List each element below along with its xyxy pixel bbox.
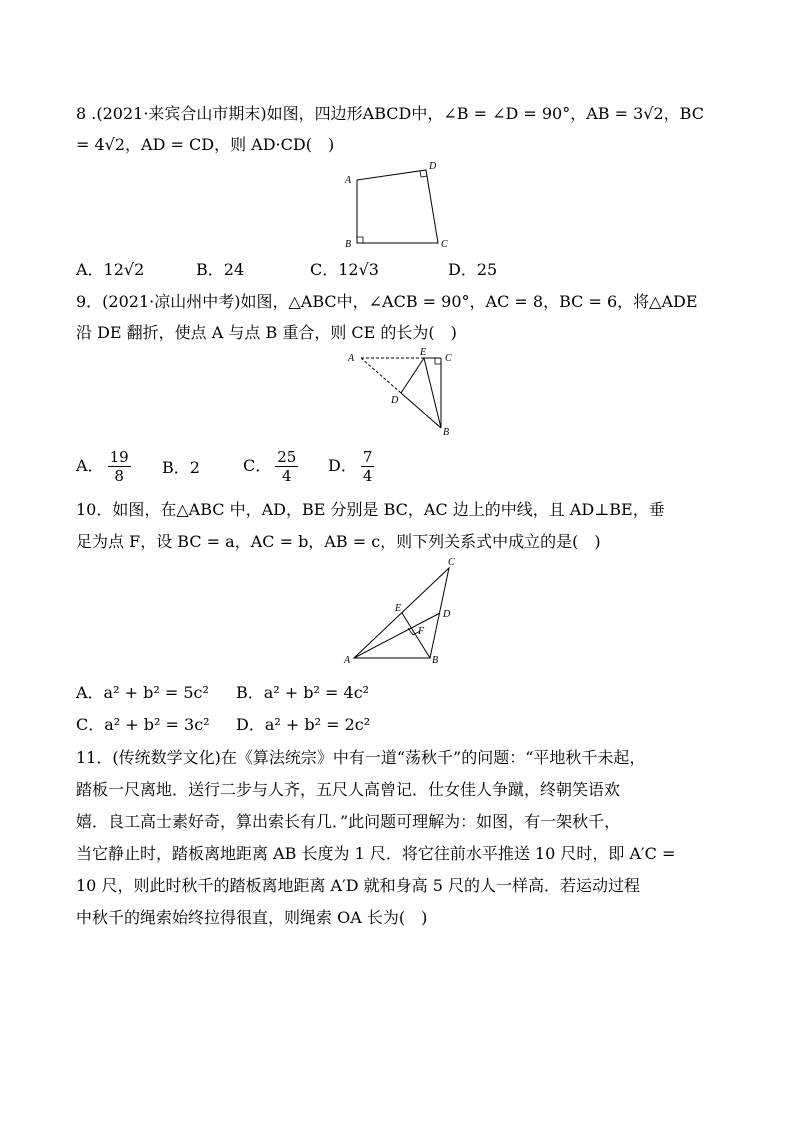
q11-line3: 嬉．良工高士素好奇，算出索长有几．”此问题可理解为：如图，有一架秋千， [76, 812, 621, 831]
q8-label-c: C [441, 239, 448, 250]
q9-option-a-numerator: 19 [109, 448, 129, 466]
q11-line1: 11．(传统数学文化)在《算法统宗》中有一道“荡秋千”的问题：“平地秋千未起， [76, 748, 646, 767]
q10-label-a: A [344, 655, 351, 666]
q11-line2: 踏板一尺离地．送行二步与人齐，五尺人高曾记．仕女佳人争蹴，终朝笑语欢 [76, 780, 621, 799]
q9-option-c-numerator: 25 [277, 448, 297, 466]
q8-option-d: D．25 [448, 260, 498, 279]
q10-option-d: D．a² + b² = 2c² [236, 715, 371, 734]
q9-option-c-denominator: 4 [282, 467, 292, 485]
q9-label-e: E [420, 347, 427, 358]
q8-label-b: B [345, 239, 352, 250]
q10-option-a: A．a² + b² = 5c² [76, 683, 209, 702]
q9-option-d-prefix: D． [328, 456, 357, 475]
q11-line4: 当它静止时，踏板离地距离 AB 长度为 1 尺．将它往前水平推送 10 尺时，即 A′C = [76, 844, 676, 863]
q10-label-f: F [418, 626, 425, 637]
q8-line2: = 4√2，AD = CD，则 AD·CD( ) [76, 135, 335, 154]
q8-line1: 8 .(2021·来宾合山市期末)如图，四边形ABCD中，∠B = ∠D = 90°，AB = 3√2，BC [76, 104, 704, 123]
q8-label-a: A [345, 175, 352, 186]
q10-line2: 足为点 F，设 BC = a，AC = b，AB = c，则下列关系式中成立的是( ) [76, 532, 601, 551]
q9-label-b: B [443, 427, 450, 438]
q9-label-d: D [391, 395, 399, 406]
q8-label-d: D [429, 161, 437, 172]
q9-line2: 沿 DE 翻折，使点 A 与点 B 重合，则 CE 的长为( ) [76, 323, 457, 342]
q11-line5: 10 尺，则此时秋千的踏板离地距离 A′D 就和身高 5 尺的人一样高．若运动过程 [76, 876, 640, 895]
q8-option-a: A．12√2 [76, 260, 145, 279]
q8-option-b: B．24 [196, 260, 245, 279]
q10-label-b: B [432, 655, 439, 666]
q9-option-d-denominator: 4 [362, 467, 373, 485]
q9-label-a: A [348, 353, 355, 364]
q10-label-e: E [395, 603, 402, 614]
q10-option-c: C．a² + b² = 3c² [76, 715, 210, 734]
q10-option-b: B．a² + b² = 4c² [236, 683, 370, 702]
q10-line1: 10．如图，在△ABC 中，AD，BE 分别是 BC，AC 边上的中线，且 AD⊥BE，垂 [76, 500, 665, 519]
q11-line6: 中秋千的绳索始终拉得很直，则绳索 OA 长为( ) [76, 908, 428, 927]
q9-option-a-denominator: 8 [114, 467, 124, 485]
q9-option-d-numerator: 7 [362, 448, 373, 466]
q10-label-c: C [448, 557, 455, 568]
q9-option-a-prefix: A． [76, 456, 104, 475]
q8-option-c: C．12√3 [310, 260, 379, 279]
q9-option-b: B．2 [162, 458, 200, 477]
q9-line1: 9．(2021·凉山州中考)如图，△ABC中，∠ACB = 90°，AC = 8，BC = 6，将△ADE [76, 292, 698, 311]
q10-label-d: D [443, 609, 451, 620]
q9-label-c: C [445, 353, 452, 364]
q9-option-c-prefix: C． [243, 456, 272, 475]
